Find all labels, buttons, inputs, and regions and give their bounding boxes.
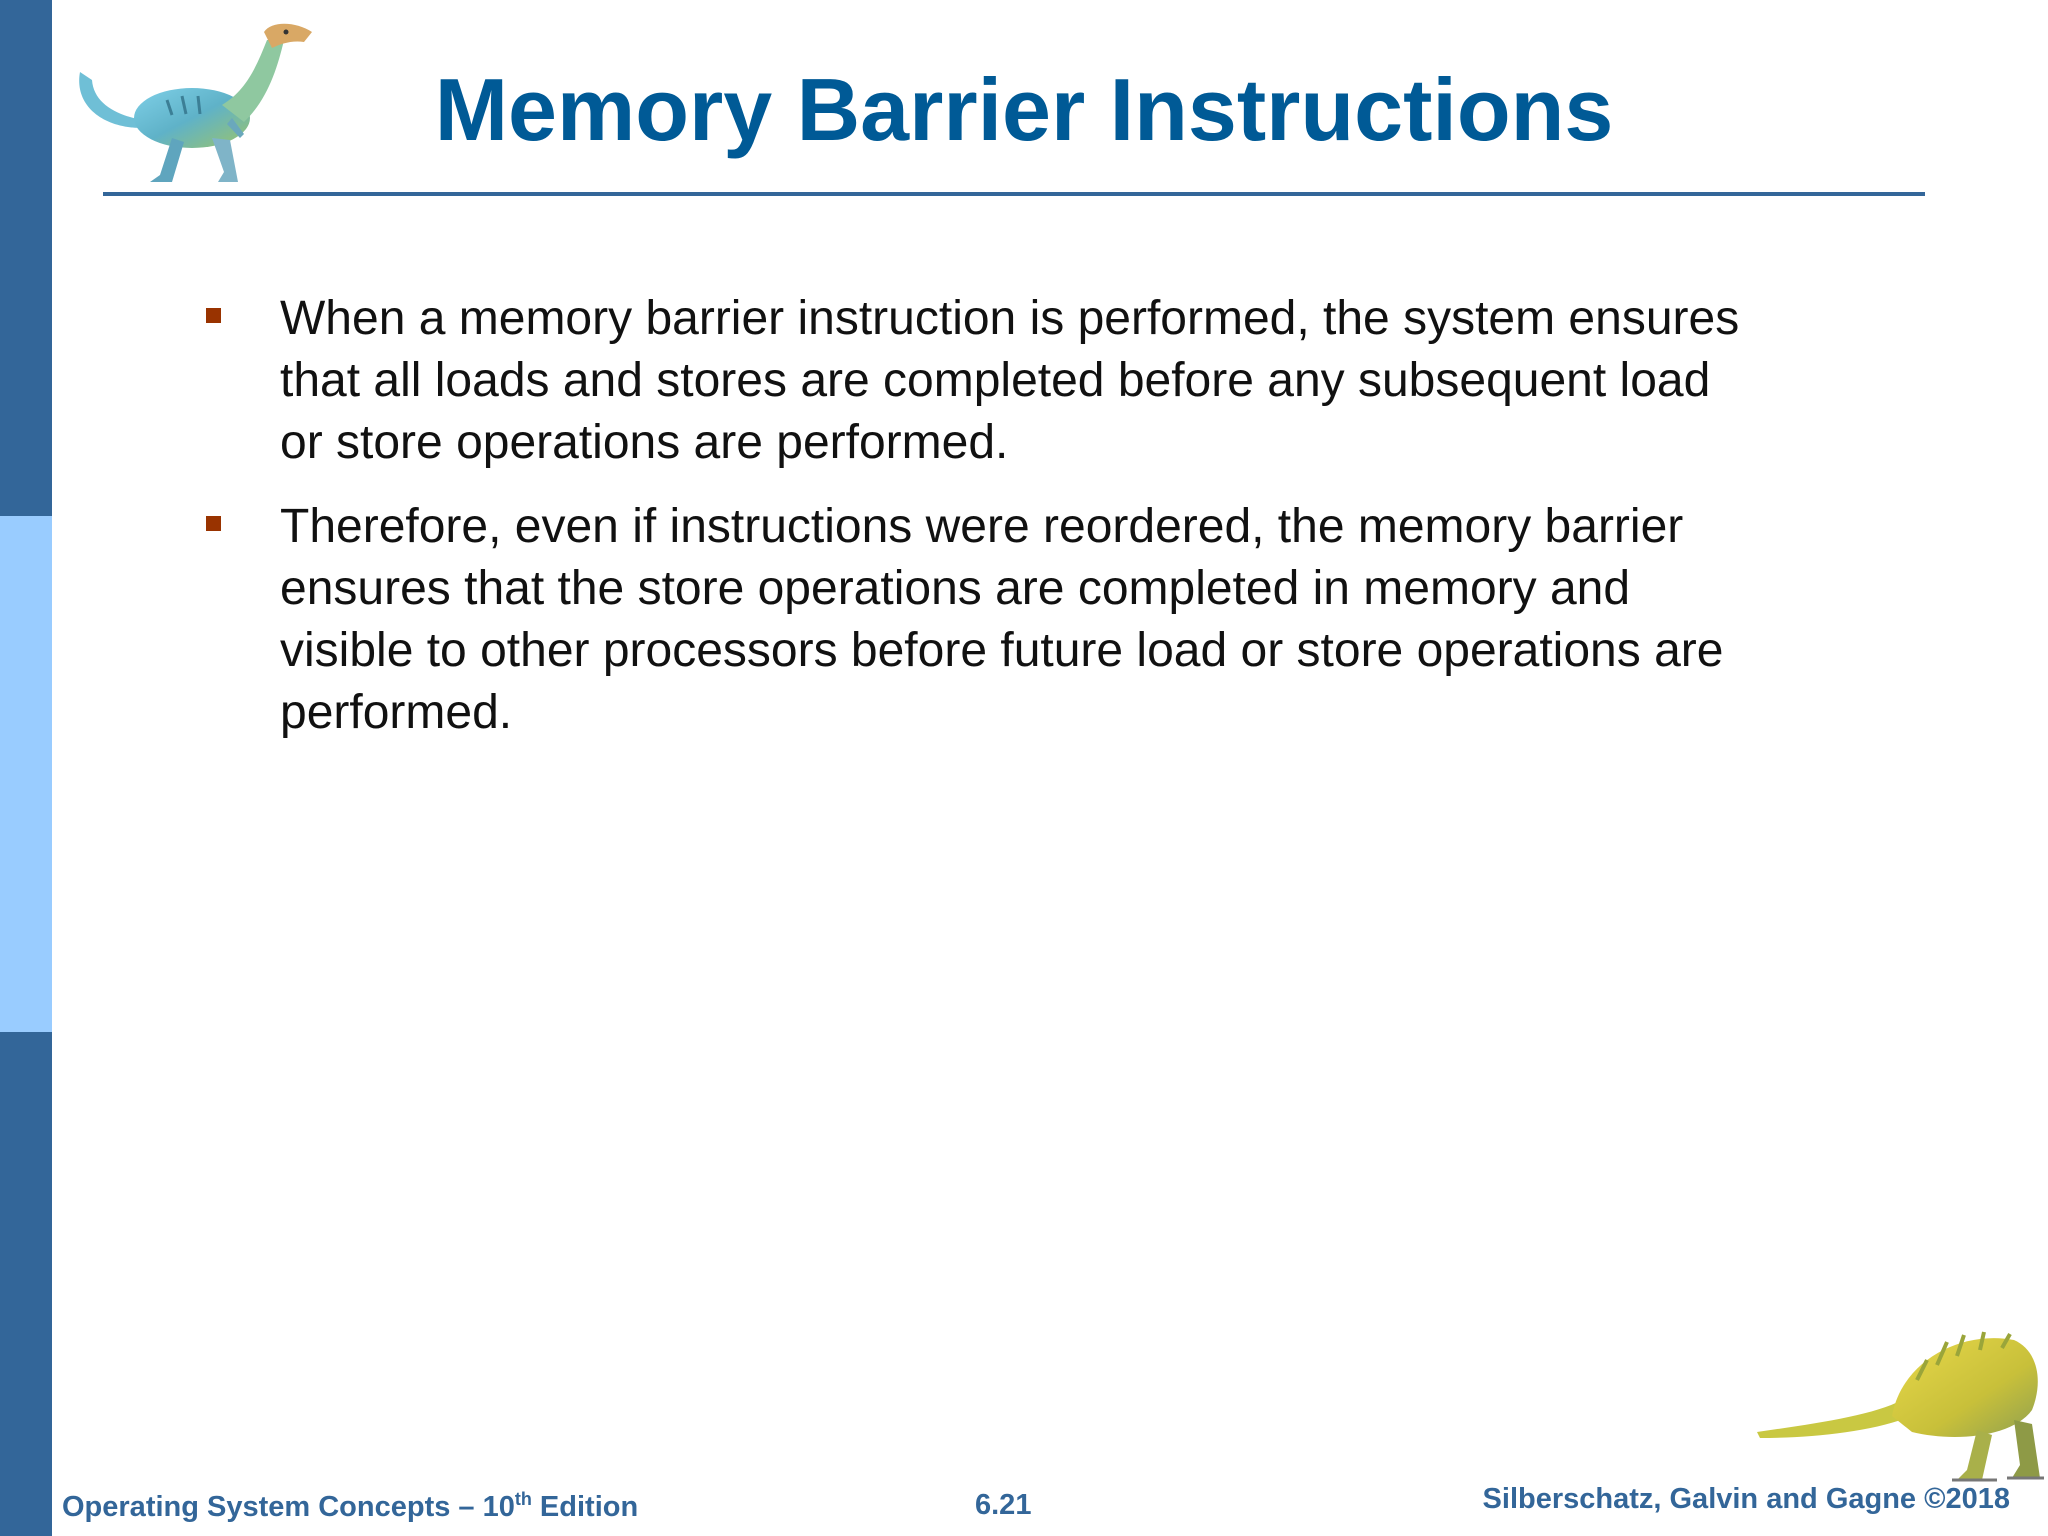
list-item xyxy=(206,288,1766,474)
footer-slide-number: 6.21 xyxy=(975,1489,1032,1521)
dinosaur-icon xyxy=(1752,1320,2048,1500)
slide-title: Memory Barrier Instructions xyxy=(434,60,1614,159)
footer-book-title-main: Operating System Concepts – 10 xyxy=(62,1491,515,1523)
title-divider xyxy=(103,192,1925,196)
footer-book-title-suffix: Edition xyxy=(531,1491,639,1523)
square-bullet-icon xyxy=(206,516,221,531)
bullet-list xyxy=(206,288,1766,766)
footer-book-title-sup: th xyxy=(514,1489,532,1509)
footer-book-title xyxy=(62,1489,638,1524)
footer-copyright: Silberschatz, Galvin and Gagne ©2018 xyxy=(1482,1483,2010,1515)
side-strip-middle xyxy=(0,516,52,1032)
list-item xyxy=(206,496,1766,744)
square-bullet-icon xyxy=(206,308,221,323)
bullet-text: Therefore, even if instructions were reordered, the memory barrier ensures that the store operations are completed in memory and visible to other processors before future load or store operations are performed. xyxy=(280,500,1724,739)
side-strip-bottom xyxy=(0,1032,52,1536)
bullet-text: When a memory barrier instruction is performed, the system ensures that all loads and stores are completed before any subsequent load or store operations are performed. xyxy=(280,292,1740,469)
